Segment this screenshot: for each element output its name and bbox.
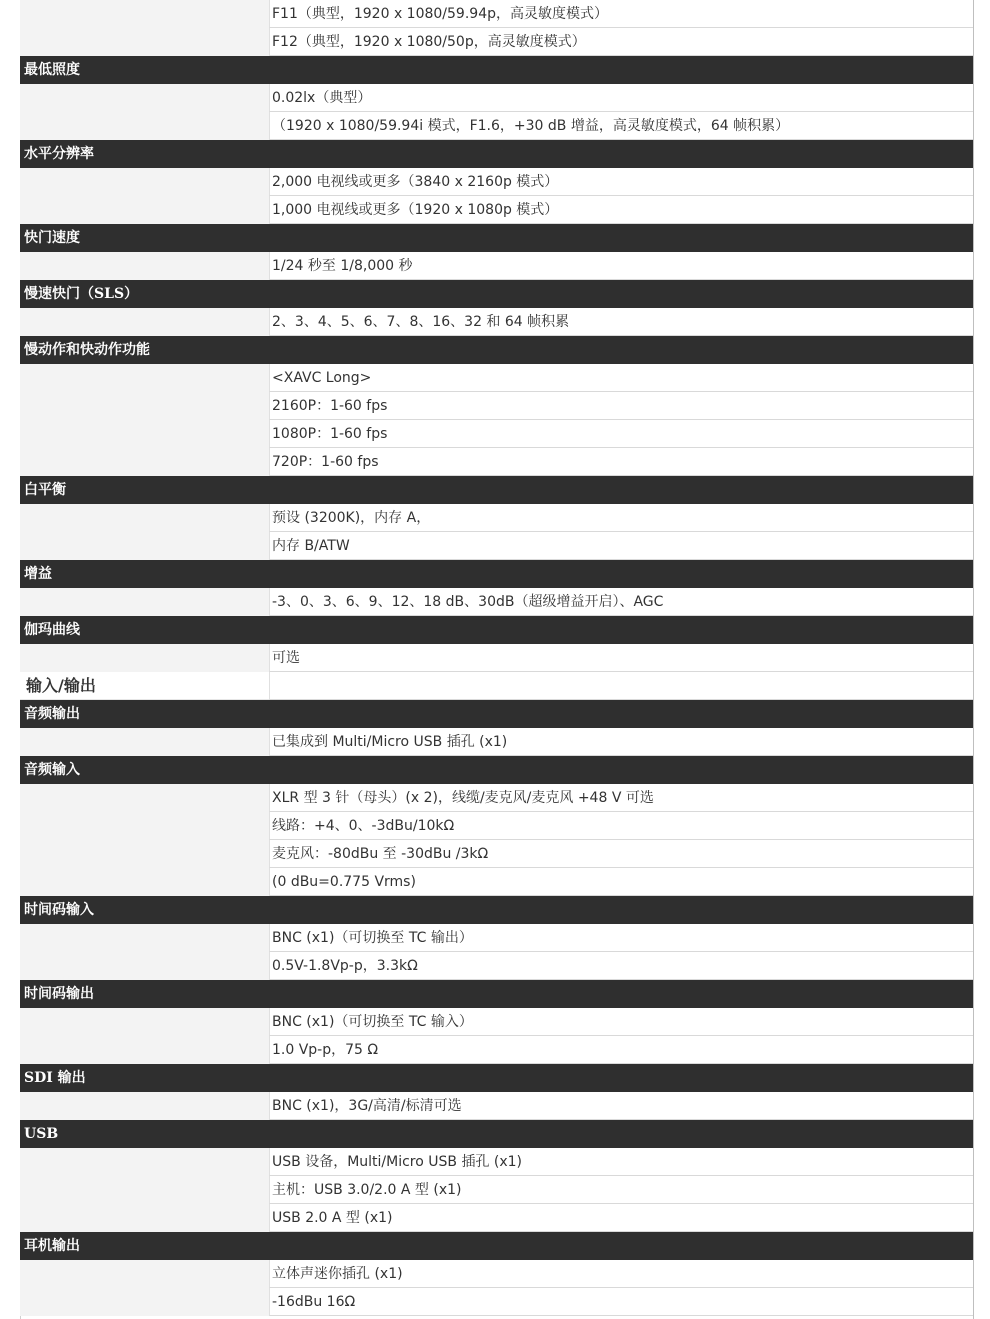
spec-label-cell	[20, 0, 269, 28]
spec-category-header	[20, 56, 974, 84]
spec-value-row	[20, 1008, 974, 1036]
spec-label-cell	[20, 420, 269, 448]
spec-value-row	[20, 1176, 974, 1204]
spec-value-cell: 1/24 秒至 1/8,000 秒	[269, 252, 974, 280]
spec-value-row	[20, 1036, 974, 1064]
table-right-border	[973, 0, 974, 1319]
spec-category-header	[20, 1120, 974, 1148]
spec-category-header	[20, 476, 974, 504]
spec-category-label: 白平衡	[24, 482, 66, 498]
spec-value-row	[20, 364, 974, 392]
spec-value-row	[20, 532, 974, 560]
spec-label-cell	[20, 168, 269, 196]
spec-category-label: SDI 输出	[24, 1070, 86, 1086]
spec-value-cell: 主机：USB 3.0/2.0 A 型 (x1)	[269, 1176, 974, 1204]
spec-value-cell: BNC (x1)（可切换至 TC 输出）	[269, 924, 974, 952]
spec-value-row	[20, 0, 974, 28]
spec-value-cell: USB 2.0 A 型 (x1)	[269, 1204, 974, 1232]
spec-value-cell: BNC (x1)，3G/高清/标清可选	[269, 1092, 974, 1120]
spec-value-row	[20, 1204, 974, 1232]
spec-value-cell: 已集成到 Multi/Micro USB 插孔 (x1)	[269, 728, 974, 756]
spec-category-header	[20, 140, 974, 168]
spec-value-cell: <XAVC Long>	[269, 364, 974, 392]
spec-value-row	[20, 812, 974, 840]
spec-value-cell: 0.5V-1.8Vp-p，3.3kΩ	[269, 952, 974, 980]
spec-label-cell	[20, 1204, 269, 1232]
spec-label-cell	[20, 364, 269, 392]
spec-value-cell: F12（典型，1920 x 1080/50p，高灵敏度模式）	[269, 28, 974, 56]
spec-value-cell: 内存 B/ATW	[269, 532, 974, 560]
spec-value-cell: 预设 (3200K)，内存 A，	[269, 504, 974, 532]
spec-label-cell	[20, 252, 269, 280]
spec-label-cell	[20, 112, 269, 140]
spec-section-title: 输入/输出	[20, 672, 269, 700]
spec-value-cell: 2160P：1-60 fps	[269, 392, 974, 420]
spec-value-cell: BNC (x1)（可切换至 TC 输入）	[269, 1008, 974, 1036]
spec-category-label: 最低照度	[24, 62, 80, 78]
spec-value-row	[20, 588, 974, 616]
spec-category-label: 时间码输出	[24, 986, 94, 1002]
spec-category-header	[20, 1064, 974, 1092]
spec-category-label: 快门速度	[24, 230, 80, 246]
spec-label-cell	[20, 504, 269, 532]
spec-category-label: 水平分辨率	[24, 146, 94, 162]
spec-label-cell	[20, 588, 269, 616]
spec-value-cell: 2、3、4、5、6、7、8、16、32 和 64 帧积累	[269, 308, 974, 336]
spec-value-row	[20, 952, 974, 980]
spec-category-label: 耳机输出	[24, 1238, 80, 1254]
spec-value-cell: -16dBu 16Ω	[269, 1288, 974, 1316]
spec-value-cell: (0 dBu=0.775 Vrms)	[269, 868, 974, 896]
spec-value-row	[20, 28, 974, 56]
spec-label-cell	[20, 1092, 269, 1120]
spec-label-cell	[20, 448, 269, 476]
spec-category-header	[20, 896, 974, 924]
spec-category-label: USB	[24, 1126, 59, 1142]
spec-label-cell	[20, 840, 269, 868]
spec-label-cell	[20, 1260, 269, 1288]
spec-value-cell: 麦克风：-80dBu 至 -30dBu /3kΩ	[269, 840, 974, 868]
spec-value-row	[20, 1288, 974, 1316]
spec-value-cell: 立体声迷你插孔 (x1)	[269, 1260, 974, 1288]
spec-label-cell	[20, 308, 269, 336]
spec-category-label: 时间码输入	[24, 902, 94, 918]
spec-category-header	[20, 224, 974, 252]
spec-category-label: 增益	[24, 566, 52, 582]
spec-label-cell	[20, 1176, 269, 1204]
spec-category-header	[20, 280, 974, 308]
spec-category-label: 慢速快门（SLS）	[24, 286, 139, 302]
spec-value-row	[20, 392, 974, 420]
spec-label-cell	[20, 644, 269, 672]
spec-label-cell	[20, 1148, 269, 1176]
spec-label-cell	[20, 392, 269, 420]
spec-category-header	[20, 616, 974, 644]
spec-value-cell: 2,000 电视线或更多（3840 x 2160p 模式）	[269, 168, 974, 196]
spec-category-header	[20, 980, 974, 1008]
spec-label-cell	[20, 784, 269, 812]
spec-value-cell: XLR 型 3 针（母头）(x 2)，线缆/麦克风/麦克风 +48 V 可选	[269, 784, 974, 812]
spec-value-row	[20, 840, 974, 868]
spec-value-row	[20, 728, 974, 756]
spec-label-cell	[20, 28, 269, 56]
spec-label-cell	[20, 812, 269, 840]
spec-label-cell	[20, 84, 269, 112]
spec-value-row	[20, 1260, 974, 1288]
spec-label-cell	[20, 532, 269, 560]
spec-category-label: 音频输入	[24, 762, 80, 778]
spec-value-row	[20, 784, 974, 812]
spec-value-row	[20, 84, 974, 112]
spec-category-header	[20, 560, 974, 588]
spec-label-cell	[20, 728, 269, 756]
spec-value-row	[20, 1148, 974, 1176]
spec-value-row	[20, 644, 974, 672]
spec-label-cell	[20, 1288, 269, 1316]
spec-category-header	[20, 1232, 974, 1260]
spec-value-cell: 线路：+4、0、-3dBu/10kΩ	[269, 812, 974, 840]
spec-value-cell: 1.0 Vp-p，75 Ω	[269, 1036, 974, 1064]
spec-category-header	[20, 700, 974, 728]
spec-label-cell	[20, 924, 269, 952]
spec-value-cell: 0.02lx（典型）	[269, 84, 974, 112]
spec-value-row	[20, 924, 974, 952]
spec-value-row	[20, 196, 974, 224]
spec-value-cell: 720P：1-60 fps	[269, 448, 974, 476]
spec-value-cell: 1080P：1-60 fps	[269, 420, 974, 448]
spec-label-cell	[20, 1008, 269, 1036]
spec-value-cell: F11（典型，1920 x 1080/59.94p，高灵敏度模式）	[269, 0, 974, 28]
spec-value-row	[20, 1092, 974, 1120]
spec-category-header	[20, 336, 974, 364]
spec-value-row	[20, 448, 974, 476]
spec-value-row	[20, 868, 974, 896]
spec-category-label: 伽玛曲线	[24, 622, 80, 638]
spec-value-row	[20, 504, 974, 532]
spec-value-row	[20, 420, 974, 448]
spec-category-header	[20, 756, 974, 784]
spec-category-label: 慢动作和快动作功能	[24, 342, 150, 358]
spec-value-row	[20, 252, 974, 280]
spec-label-cell	[20, 952, 269, 980]
spec-section-row	[20, 672, 974, 700]
spec-value-cell: -3、0、3、6、9、12、18 dB、30dB（超级增益开启）、AGC	[269, 588, 974, 616]
spec-value-cell: 1,000 电视线或更多（1920 x 1080p 模式）	[269, 196, 974, 224]
spec-value-cell: 可选	[269, 644, 974, 672]
spec-value-cell: （1920 x 1080/59.94i 模式，F1.6，+30 dB 增益，高灵敏度模式，64 帧积累）	[269, 112, 974, 140]
spec-table	[20, 0, 974, 1316]
spec-section-empty-cell	[269, 672, 974, 700]
spec-value-row	[20, 168, 974, 196]
spec-value-cell: USB 设备，Multi/Micro USB 插孔 (x1)	[269, 1148, 974, 1176]
spec-category-label: 音频输出	[24, 706, 80, 722]
spec-label-cell	[20, 196, 269, 224]
spec-label-cell	[20, 868, 269, 896]
spec-value-row	[20, 308, 974, 336]
spec-value-row	[20, 112, 974, 140]
spec-label-cell	[20, 1036, 269, 1064]
